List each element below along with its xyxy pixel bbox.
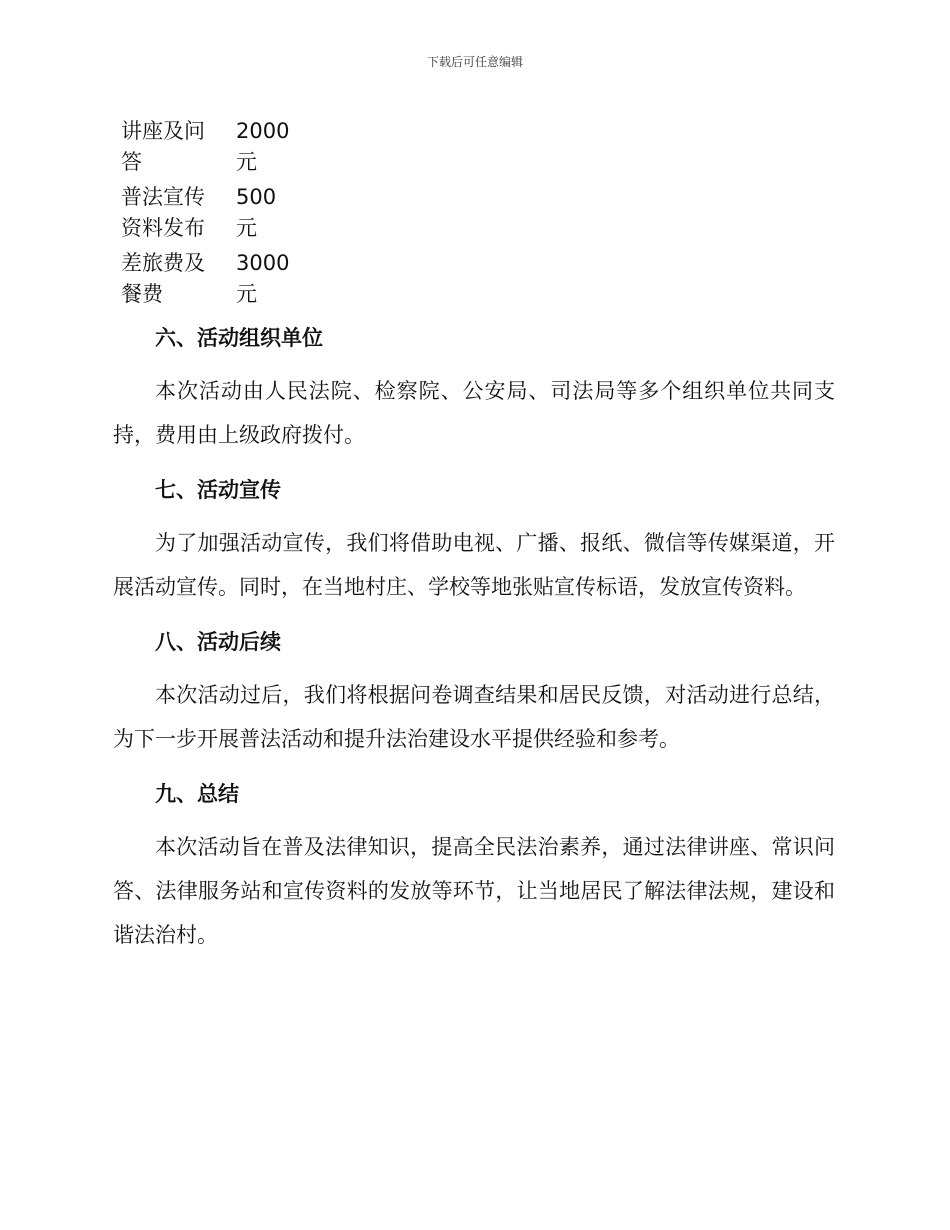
budget-item-line: 讲座及问 xyxy=(121,119,205,143)
section-follow-up xyxy=(113,625,835,761)
budget-item-line: 答 xyxy=(121,150,142,174)
budget-row xyxy=(121,182,306,248)
budget-amount-cell xyxy=(236,116,306,182)
budget-item-cell xyxy=(121,182,236,248)
section-heading: 九、总结 xyxy=(155,782,239,806)
page-header: 下载后可任意编辑 xyxy=(426,55,523,69)
document-body xyxy=(113,321,835,973)
budget-amount-value: 3000 xyxy=(236,251,290,275)
budget-item-cell xyxy=(121,248,236,314)
budget-item-line: 餐费 xyxy=(121,282,163,306)
section-publicity xyxy=(113,473,835,609)
budget-row xyxy=(121,248,306,314)
budget-amount-unit: 元 xyxy=(236,216,257,240)
section-paragraph: 本次活动过后，我们将根据问卷调查结果和居民反馈，对活动进行总结，为下一步开展普法活动和提升法治建设水平提供经验和参考。 xyxy=(113,683,835,751)
section-heading: 七、活动宣传 xyxy=(155,478,281,502)
section-summary xyxy=(113,777,835,957)
budget-amount-unit: 元 xyxy=(236,150,257,174)
section-heading: 八、活动后续 xyxy=(155,630,281,654)
budget-amount-value: 500 xyxy=(236,185,277,209)
budget-item-line: 差旅费及 xyxy=(121,251,205,275)
budget-item-cell xyxy=(121,116,236,182)
section-paragraph: 本次活动由人民法院、检察院、公安局、司法局等多个组织单位共同支持，费用由上级政府拨付。 xyxy=(113,379,835,447)
section-organizers xyxy=(113,321,835,457)
budget-table xyxy=(121,116,306,314)
budget-row xyxy=(121,116,306,182)
section-paragraph: 为了加强活动宣传，我们将借助电视、广播、报纸、微信等传媒渠道，开展活动宣传。同时，在当地村庄、学校等地张贴宣传标语，发放宣传资料。 xyxy=(113,531,835,599)
budget-item-line: 资料发布 xyxy=(121,216,205,240)
budget-amount-value: 2000 xyxy=(236,119,290,143)
budget-amount-cell xyxy=(236,248,306,314)
budget-item-line: 普法宣传 xyxy=(121,185,205,209)
section-paragraph: 本次活动旨在普及法律知识，提高全民法治素养，通过法律讲座、常识问答、法律服务站和宣传资料的发放等环节，让当地居民了解法律法规，建设和谐法治村。 xyxy=(113,835,835,947)
section-heading: 六、活动组织单位 xyxy=(155,326,323,350)
budget-amount-cell xyxy=(236,182,306,248)
budget-amount-unit: 元 xyxy=(236,282,257,306)
